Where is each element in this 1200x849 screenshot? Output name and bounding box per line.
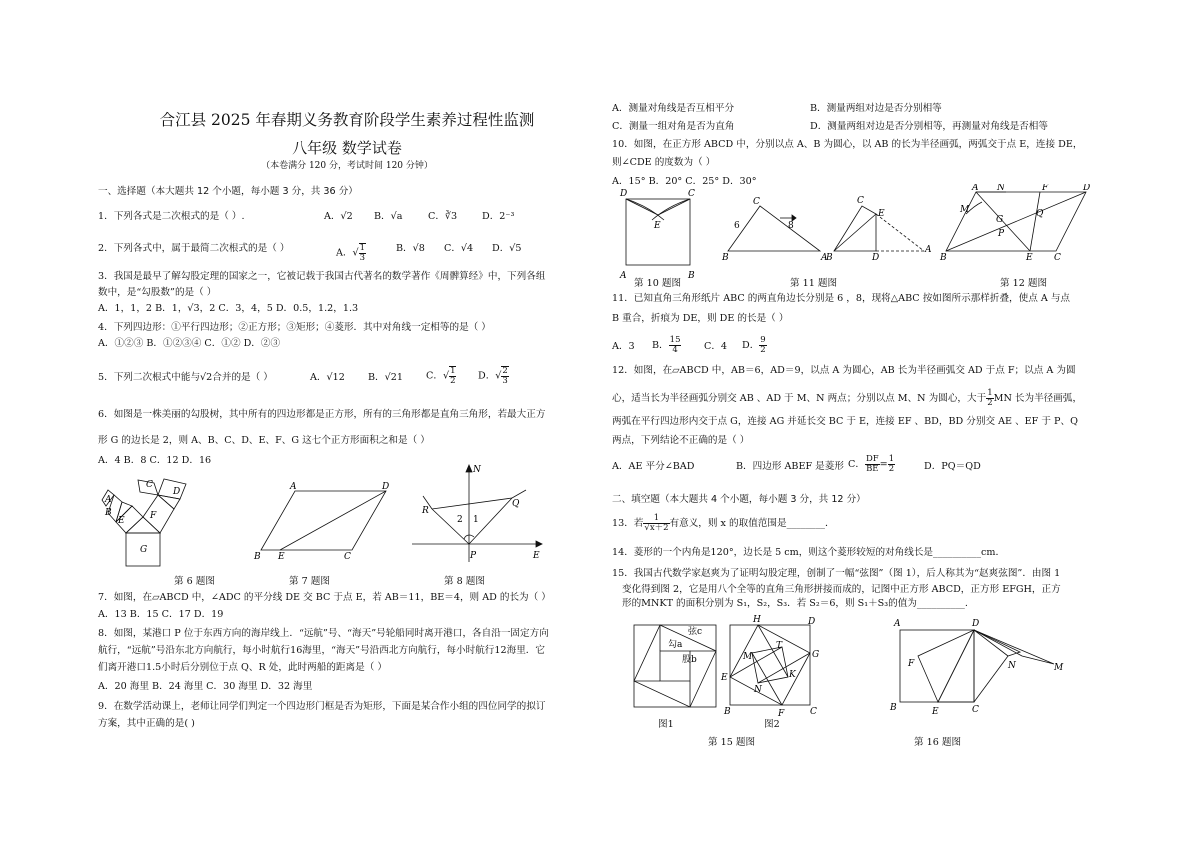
fig6-label-b: B	[105, 508, 112, 518]
q8-options[interactable]: A．20 海里 B．24 海里 C．30 海里 D．32 海里	[98, 681, 313, 692]
q1-option-c[interactable]: C．∛3	[428, 211, 458, 222]
q5-stem: 5．下列二次根式中能与√2合并的是（ ）	[98, 372, 273, 383]
q11-d-fraction: $\frac{9}{2}$	[760, 335, 766, 355]
fig16-label-m: M	[1054, 663, 1064, 673]
q12-c-half: $\frac{1}{2}$	[888, 454, 895, 474]
figure-11-triangle	[728, 206, 924, 251]
figure-7-parallelogram	[261, 491, 386, 550]
q13-pre: 13．若	[612, 518, 644, 529]
fig12-label-a: A	[972, 184, 979, 193]
fig11-label-e: E	[878, 209, 885, 219]
q12-option-c-label: C．	[848, 459, 865, 470]
q11-option-b[interactable]	[652, 336, 681, 355]
q12-line1: 12．如图，在▱ABCD 中，AB＝6，AD＝9，以点 A 为圆心，AB 长为半径画弧交 AD 于点 F；以点 A 为圆	[612, 365, 1076, 376]
q2-option-c[interactable]: C．√4	[444, 243, 474, 254]
fig6-label-c: C	[146, 480, 153, 490]
q12-option-b[interactable]: B．四边形 ABEF 是菱形	[736, 461, 844, 472]
figures-6-7-8	[98, 462, 596, 572]
q12-line2-part1: 心，适当长为半径画弧分别交 AB 、AD 于 M、N 两点；分别以点 M、N 为圆心，大于	[612, 393, 987, 404]
fig12-label-f: F	[1042, 184, 1049, 193]
fig12-label-d: D	[1083, 184, 1091, 193]
q12-half-fraction: $\frac{1}{2}$	[987, 388, 993, 408]
q10-line1: 10．如图，在正方形 ABCD 中，分别以点 A、B 为圆心，以 AB 的长为半径画弧，两弧交于点 E，连接 DE，	[612, 139, 1083, 150]
fig10-caption: 第 10 题图	[634, 278, 682, 289]
q15-line3[interactable]: 形的MNKT 的面积分别为 S₁，S₂，S₃．若 S₂＝6，则 S₁＋S₃的值为__________.	[622, 598, 968, 609]
q11-b-fraction: $\frac{15}{4}$	[669, 335, 681, 355]
q9-option-b[interactable]: B．测量两组对边是否分别相等	[810, 103, 942, 114]
fig10-label-e: E	[654, 221, 661, 231]
figure-16	[900, 630, 1054, 702]
fig12-label-n: N	[997, 184, 1005, 193]
fig7-label-a: A	[290, 482, 297, 492]
q12-line2	[612, 389, 1082, 408]
q2-option-d[interactable]: D．√5	[492, 243, 522, 254]
fig12-label-m: M	[960, 205, 970, 215]
fig12-label-g: G	[996, 215, 1004, 225]
q4-stem: 4．下列四边形：①平行四边形；②正方形；③矩形；④菱形．其中对角线一定相等的是（ ）	[98, 322, 491, 333]
q12-line3: 两弧在平行四边形内交于点 G，连接 AG 并延长交 BC 于 E，连接 EF 、BD，BD 分别交 AE 、EF 于 P、Q	[612, 416, 1078, 427]
fig8-angle-1: 1	[473, 515, 479, 525]
fig6-label-g: G	[140, 545, 148, 555]
fig15-label-gou: 勾a	[668, 640, 683, 650]
fig11-label-8: 8	[788, 221, 794, 231]
q11-option-d[interactable]	[742, 336, 767, 355]
fig15b-label-d: D	[808, 617, 816, 627]
fig12-label-e: E	[1026, 253, 1033, 263]
q12-option-c[interactable]	[848, 455, 895, 474]
q11-option-c[interactable]: C．4	[704, 341, 728, 352]
fig7-caption: 第 7 题图	[289, 576, 330, 587]
fig7-label-b: B	[254, 552, 261, 562]
fig10-label-a: A	[620, 271, 627, 281]
fig15-label-xian: 弦c	[688, 627, 703, 637]
fig15b-label-c: C	[810, 707, 817, 717]
fig12-label-q: Q	[1036, 209, 1044, 219]
q12-c-equals: =	[879, 459, 888, 470]
exam-note: （本卷满分 120 分，考试时间 120 分钟）	[261, 161, 433, 171]
q2-stem: 2．下列各式中，属于最简二次根式的是（ ）	[98, 243, 290, 254]
fig12-label-p: P	[998, 229, 1005, 239]
fig15-caption: 第 15 题图	[708, 737, 756, 748]
q13	[612, 514, 835, 533]
q2-a-fraction: $\frac{1}{3}$	[359, 243, 366, 263]
fig7-label-d: D	[382, 482, 390, 492]
fig11-caption: 第 11 题图	[790, 278, 838, 289]
fig8-label-q: Q	[512, 499, 520, 509]
fig8-label-n: N	[473, 465, 481, 475]
fig16-label-f: F	[908, 659, 915, 669]
fig15b-label-h: H	[753, 615, 761, 625]
q8-line1: 8．如图，某港口 P 位于东西方向的海岸线上．“远航”号、“海天”号轮船同时离开港口，各自沿一固定方向	[98, 628, 549, 639]
fig10-label-d: D	[620, 189, 628, 199]
q12-line4: 两点，下列结论不正确的是（ ）	[612, 435, 750, 446]
q1-option-a[interactable]: A．√2	[324, 211, 353, 222]
q6-options[interactable]: A．4 B．8 C．12 D．16	[98, 455, 212, 466]
fig6-label-a: A	[105, 495, 112, 505]
q9-line2: 方案，其中正确的是( )	[98, 718, 195, 729]
figure-12-parallelogram	[946, 192, 1086, 251]
section2-heading: 二、填空题（本大题共 4 个小题，每小题 3 分，共 12 分）	[612, 494, 866, 505]
q13-fraction: $\frac{1}{√x+2}$	[644, 513, 669, 533]
fig10-label-b: B	[688, 271, 695, 281]
figure-15-chord-diagram-1	[634, 625, 716, 707]
fig6-caption: 第 6 题图	[174, 576, 215, 587]
q9-line1: 9．在数学活动课上，老师让同学们判定一个四边形门框是否为矩形，下面是某合作小组的四位同学的拟订	[98, 701, 546, 712]
fig15b-label-f: F	[778, 709, 785, 719]
q9-option-c[interactable]: C．测量一组对角是否为直角	[612, 121, 735, 132]
fig16-label-e: E	[932, 707, 939, 717]
exam-subtitle: 八年级 数学试卷	[292, 139, 402, 157]
fig11-label-d: D	[872, 253, 880, 263]
exam-title: 合江县 2025 年春期义务教育阶段学生素养过程性监测	[159, 111, 535, 129]
q5-c-fraction: $\frac{1}{2}$	[450, 366, 456, 386]
fig16-caption: 第 16 题图	[914, 737, 962, 748]
q1-option-d[interactable]: D．2⁻³	[482, 211, 515, 222]
q5-option-d[interactable]: D．√ $\frac{2}{3}$	[478, 366, 508, 386]
figure-15-chord-diagram-2	[730, 625, 810, 705]
q7-stem: 7．如图，在▱ABCD 中，∠ADC 的平分线 DE 交 BC 于点 E，若 AB＝11，BE＝4，则 AD 的长为（ ）	[98, 592, 551, 603]
q12-option-a[interactable]: A．AE 平分∠BAD	[612, 461, 695, 472]
fig12-caption: 第 12 题图	[1000, 278, 1048, 289]
fig16-label-d: D	[972, 619, 980, 629]
q4-options[interactable]: A．①②③ B．①②③④ C．①② D．②③	[98, 338, 281, 349]
fig8-label-p: P	[470, 551, 477, 561]
q8-line3: 们离开港口1.5小时后分别位于点 Q、R 处，此时两船的距离是（ ）	[98, 662, 387, 673]
q14-stem[interactable]: 14．菱形的一个内角是120°，边长是 5 cm，则这个菱形较短的对角线长是__________cm．	[612, 547, 1006, 558]
fig15b-label-t: T	[776, 641, 783, 651]
fig7-label-e: E	[278, 552, 285, 562]
q5-option-d-label: D．	[478, 370, 496, 382]
fig8-label-r: R	[422, 506, 429, 516]
q9-option-d[interactable]: D．测量两组对边是否分别相等，再测量对角线是否相等	[810, 121, 1048, 132]
figure-8-compass	[412, 465, 542, 562]
q6-stem-line2: 形 G 的边长是 2，则 A、B、C、D、E、F、G 这七个正方形面积之和是（ ）	[98, 435, 430, 446]
q11-option-a[interactable]: A．3	[612, 341, 635, 352]
fig11-label-c1: C	[753, 197, 760, 207]
fig15b-label-b: B	[724, 707, 731, 717]
q5-option-b[interactable]: B．√21	[368, 372, 403, 383]
fig15b-label-g: G	[812, 650, 820, 660]
fig15b-label-k: K	[789, 670, 796, 680]
q2-option-a[interactable]: A．√ $\frac{1}{3}$	[336, 243, 366, 263]
fig15-tu2-caption: 图2	[764, 719, 780, 730]
fig7-label-c: C	[344, 552, 351, 562]
q13-post[interactable]: 有意义，则 x 的取值范围是________．	[669, 518, 835, 529]
fig11-label-c2: C	[857, 196, 864, 206]
q3-stem-line1: 3．我国是最早了解勾股定理的国家之一，它被记载于我国古代著名的数学著作《周髀算经》中，下列各组	[98, 271, 546, 282]
q12-line2-part2: MN 长为半径画弧，	[993, 393, 1083, 404]
q3-stem-line2: 数中，是“勾股数”的是（ ）	[98, 287, 217, 298]
fig11-label-6: 6	[734, 221, 740, 231]
q15-line1: 15．我国古代数学家赵爽为了证明勾股定理，创制了一幅“弦图”（图 1），后人称其为“赵爽弦图”．由图 1	[612, 568, 1061, 579]
fig16-label-a: A	[894, 619, 901, 629]
fig15b-label-e: E	[721, 673, 728, 683]
fig10-label-c: C	[688, 189, 695, 199]
section1-heading: 一、选择题（本大题共 12 个小题，每小题 3 分，共 36 分）	[98, 186, 358, 197]
fig11-label-a1: A	[821, 253, 828, 263]
q6-stem-line1: 6．如图是一株美丽的勾股树，其中所有的四边形都是正方形，所有的三角形都是直角三角形，若最大正方	[98, 409, 546, 420]
q5-option-c-label: C．	[426, 370, 443, 382]
q2-option-a-label: A．	[336, 247, 353, 259]
q11-line1: 11．已知直角三角形纸片 ABC 的两直角边长分别是 6 ，8，现将△ABC 按如图所示那样折叠，使点 A 与点	[612, 293, 1071, 304]
fig6-label-d: D	[173, 487, 181, 497]
q11-option-d-label: D．	[742, 340, 760, 351]
q11-option-b-label: B．	[652, 340, 669, 351]
fig16-label-b: B	[890, 703, 897, 713]
q10-options[interactable]: A．15° B．20° C．25° D．30°	[612, 176, 757, 187]
fig8-caption: 第 8 题图	[444, 576, 485, 587]
q11-line2: B 重合，折痕为 DE，则 DE 的长是（ ）	[612, 313, 789, 324]
figure-10-square	[626, 199, 690, 265]
fig12-label-c: C	[1054, 253, 1061, 263]
fig6-label-e: E	[118, 516, 125, 526]
q12-option-d[interactable]: D．PQ＝QD	[924, 461, 981, 472]
fig11-label-b2: B	[826, 253, 833, 263]
fig8-angle-2: 2	[457, 515, 463, 525]
figures-15-16	[612, 612, 1112, 722]
fig12-label-b: B	[940, 253, 947, 263]
q7-options[interactable]: A．13 B．15 C．17 D．19	[98, 609, 224, 620]
q12-c-fraction: $\frac{DF}{BE}$	[865, 454, 879, 474]
q15-line2: 变化得到图 2，它是用八个全等的直角三角形拼接而成的，记图中正方形 ABCD，正方形 EFGH，正方	[622, 584, 1061, 595]
fig16-label-c: C	[972, 705, 979, 715]
q8-line2: 航行，“远航”号沿东北方向航行，每小时航行16海里，“海天”号沿西北方向航行，每小时航行12海里．它	[98, 645, 545, 656]
q3-options[interactable]: A．1，1，2 B．1，√3，2 C．3，4，5 D．0.5，1.2，1.3	[98, 303, 359, 314]
q2-option-b[interactable]: B．√8	[396, 243, 425, 254]
fig16-label-n: N	[1008, 661, 1016, 671]
fig8-label-e: E	[533, 551, 540, 561]
q5-option-a[interactable]: A．√12	[310, 372, 345, 383]
q9-option-a[interactable]: A．测量对角线是否互相平分	[612, 103, 735, 114]
q5-option-c[interactable]: C．√ $\frac{1}{2}$	[426, 366, 456, 386]
q1-stem: 1．下列各式是二次根式的是（ ）.	[98, 211, 245, 222]
fig6-label-f: F	[150, 511, 157, 521]
q5-d-fraction: $\frac{2}{3}$	[502, 366, 508, 386]
figures-10-11-12	[612, 184, 1112, 284]
fig15-tu1-caption: 图1	[658, 719, 674, 730]
fig11-label-a2: A	[925, 245, 932, 255]
fig15b-label-m: M	[743, 652, 753, 662]
q1-option-b[interactable]: B．√a	[374, 211, 403, 222]
q10-line2: 则∠CDE 的度数为（ ）	[612, 157, 716, 168]
fig15b-label-n: N	[754, 685, 762, 695]
fig15-label-gu: 股b	[682, 655, 697, 665]
fig11-label-b1: B	[722, 253, 729, 263]
